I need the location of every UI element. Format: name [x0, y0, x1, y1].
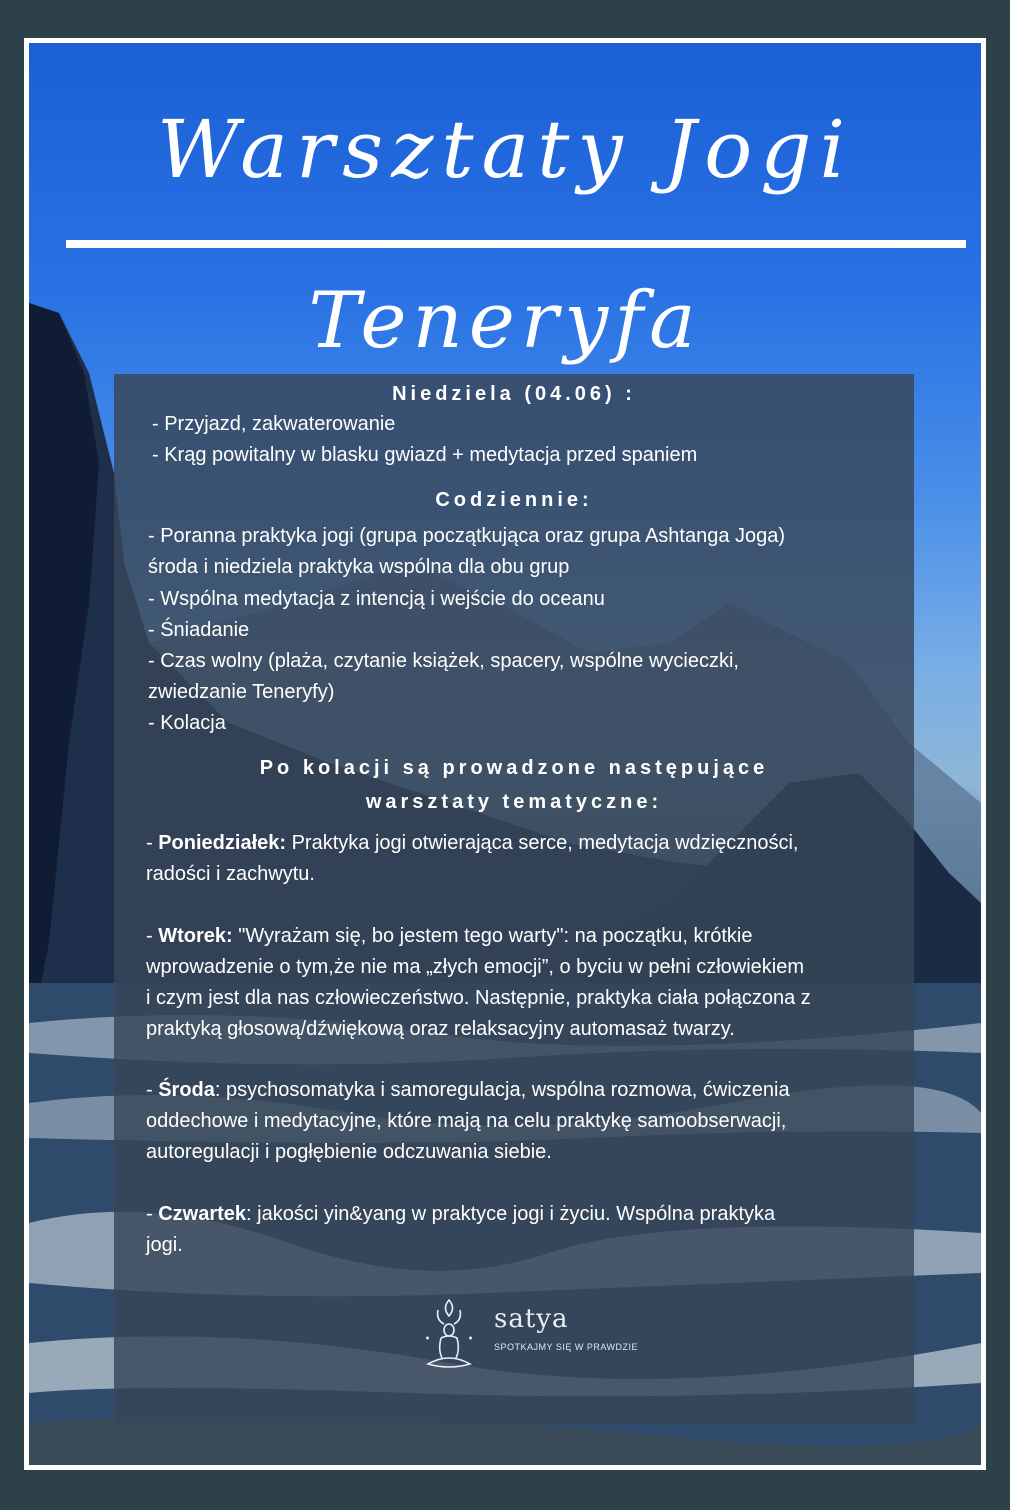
- sunday-heading: Niedziela (04.06) :: [392, 383, 636, 405]
- daily-heading: Codziennie:: [435, 489, 593, 511]
- poster-subtitle: Teneryfa: [308, 276, 702, 366]
- tuesday-text: "Wyrażam się, bo jestem tego warty": na początku, krótkie: [232, 925, 753, 947]
- thursday-entry: - Czwartek: jakości yin&yang w praktyce jogi i życiu. Wspólna praktyka: [146, 1203, 776, 1225]
- daily-line: - Kolacja: [148, 712, 226, 734]
- tuesday-label: Wtorek:: [158, 925, 233, 947]
- monday-entry: - Poniedziałek: Praktyka jogi otwierająca serce, medytacja wdzięczności,: [146, 832, 799, 854]
- daily-line: - Śniadanie: [148, 619, 250, 641]
- monday-text: Praktyka jogi otwierająca serce, medytacja wdzięczności,: [286, 832, 799, 854]
- wednesday-text: autoregulacji i pogłębienie odczuwania siebie.: [146, 1141, 552, 1163]
- sunday-item: - Przyjazd, zakwaterowanie: [152, 413, 396, 435]
- wednesday-text: : psychosomatyka i samoregulacja, wspólna rozmowa, ćwiczenia: [214, 1079, 790, 1101]
- sunday-item: - Krąg powitalny w blasku gwiazd + medytacja przed spaniem: [152, 444, 698, 466]
- meditating-figure-icon: [414, 1294, 484, 1374]
- monday-label: Poniedziałek:: [158, 832, 287, 854]
- tuesday-text: i czym jest dla nas człowieczeństwo. Następnie, praktyka ciała połączona z: [146, 987, 811, 1009]
- schedule-panel: [114, 374, 914, 1424]
- workshops-heading: warsztaty tematyczne:: [365, 791, 663, 813]
- tuesday-text: praktyką głosową/dźwiękową oraz relaksacyjny automasaż twarzy.: [146, 1018, 735, 1040]
- poster-title: Warsztaty Jogi: [156, 103, 854, 196]
- logo-tagline: SPOTKAJMY SIĘ W PRAWDZIE: [494, 1342, 639, 1352]
- tuesday-entry: - Wtorek: "Wyrażam się, bo jestem tego warty": na początku, krótkie: [146, 925, 753, 947]
- workshops-heading: Po kolacji są prowadzone następujące: [259, 757, 769, 779]
- thursday-text: : jakości yin&yang w praktyce jogi i życiu. Wspólna praktyka: [246, 1203, 776, 1225]
- daily-line: środa i niedziela praktyka wspólna dla obu grup: [148, 556, 570, 578]
- thursday-label: Czwartek: [158, 1203, 247, 1225]
- logo-name: satya: [494, 1304, 569, 1334]
- wednesday-text: oddechowe i medytacyjne, które mają na celu praktykę samoobserwacji,: [146, 1110, 787, 1132]
- title-divider: [66, 240, 966, 248]
- daily-line: zwiedzanie Teneryfy): [148, 681, 335, 703]
- daily-line: - Wspólna medytacja z intencją i wejście do oceanu: [148, 588, 605, 610]
- wednesday-label: Środa: [158, 1079, 215, 1101]
- monday-text: radości i zachwytu.: [146, 863, 315, 885]
- thursday-text: jogi.: [146, 1234, 183, 1256]
- tuesday-text: wprowadzenie o tym,że nie ma „złych emocji”, o byciu w pełni człowiekiem: [146, 956, 805, 978]
- daily-line: - Czas wolny (plaża, czytanie książek, spacery, wspólne wycieczki,: [148, 650, 739, 672]
- satya-logo: [414, 1294, 674, 1374]
- daily-line: - Poranna praktyka jogi (grupa początkująca oraz grupa Ashtanga Joga): [148, 525, 786, 547]
- wednesday-entry: - Środa: psychosomatyka i samoregulacja, wspólna rozmowa, ćwiczenia: [146, 1079, 790, 1101]
